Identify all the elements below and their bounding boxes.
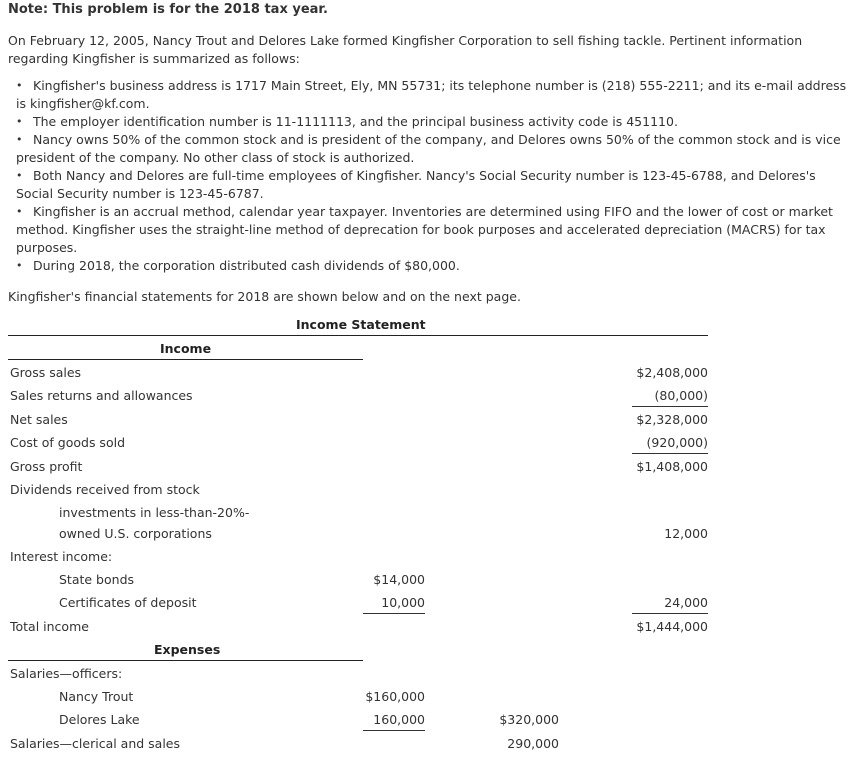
facts-list (8, 77, 853, 275)
fact-item: • The employer identification number is 11-1111113, and the principal business activity code is 451110. (8, 113, 853, 131)
returns-amount: (80,000) (654, 388, 708, 403)
row-label-dividends: Dividends received from stock (10, 482, 200, 497)
row-label-gross-profit: Gross profit (10, 459, 83, 474)
state-bonds-amount: $14,000 (373, 572, 425, 587)
fact-item: • Nancy owns 50% of the common stock and is president of the company, and Delores owns 50% of the common stock and is vice president of the company. No other class of stock is authorized. (8, 131, 853, 167)
gross-sales-amount: $2,408,000 (636, 365, 708, 380)
note-heading: Note: This problem is for the 2018 tax year. (8, 2, 328, 17)
row-label-dividends-cont: investments in less-than-20%- (59, 505, 250, 520)
row-label-cds: Certificates of deposit (59, 595, 197, 610)
officers-salary-total: $320,000 (499, 712, 559, 727)
delores-underline (363, 730, 425, 731)
fact-item: • During 2018, the corporation distributed cash dividends of $80,000. (8, 257, 853, 275)
expenses-header: Expenses (154, 642, 221, 657)
row-label-net-sales: Net sales (10, 412, 68, 427)
title-rule (8, 335, 708, 336)
clerical-salary-amount: 290,000 (507, 736, 559, 751)
fact-item: • Both Nancy and Delores are full-time employees of Kingfisher. Nancy's Social Security number is 123-45-6788, and Delores's Social Security number is 123-45-6787. (8, 167, 853, 203)
row-label-salaries-officers: Salaries—officers: (10, 666, 123, 681)
nancy-salary-amount: $160,000 (365, 689, 425, 704)
delores-salary-amount: 160,000 (373, 712, 425, 727)
cds-underline (363, 613, 425, 614)
row-label-state-bonds: State bonds (59, 572, 135, 587)
total-income-amount: $1,444,000 (636, 619, 708, 634)
income-header-rule (8, 359, 363, 360)
statements-intro: Kingfisher's financial statements for 2018 are shown below and on the next page. (8, 289, 521, 304)
cds-amount: 10,000 (381, 595, 425, 610)
row-label-cogs: Cost of goods sold (10, 435, 126, 450)
net-sales-amount: $2,328,000 (636, 412, 708, 427)
intro-paragraph: On February 12, 2005, Nancy Trout and Delores Lake formed Kingfisher Corporation to sell fishing tackle. Pertinent information regarding Kingfisher is summarized as follows: (8, 33, 803, 66)
fact-item: • Kingfisher's business address is 1717 Main Street, Ely, MN 55731; its telephone number is (218) 555-2211; and its e-mail address is kingfisher@kf.com. (8, 77, 853, 113)
row-label-gross-sales: Gross sales (10, 365, 82, 380)
gross-profit-amount: $1,408,000 (636, 459, 708, 474)
row-label-dividends-cont: owned U.S. corporations (59, 526, 212, 541)
interest-total-amount: 24,000 (664, 595, 708, 610)
row-label-returns: Sales returns and allowances (10, 388, 193, 403)
row-label-total-income: Total income (10, 619, 89, 634)
cogs-amount: (920,000) (646, 435, 708, 450)
income-header: Income (160, 341, 212, 356)
row-label-salaries-clerical: Salaries—clerical and sales (10, 736, 181, 751)
returns-underline (632, 406, 708, 407)
fact-item: • Kingfisher is an accrual method, calendar year taxpayer. Inventories are determined using FIFO and the lower of cost or market method. Kingfisher uses the straight-line method of deprecation for book purposes and accelerated depreciation (MACRS) for tax purposes. (8, 203, 853, 257)
dividends-amount: 12,000 (664, 526, 708, 541)
row-label-nancy: Nancy Trout (59, 689, 134, 704)
statement-title: Income Statement (296, 317, 426, 332)
row-label-interest-income: Interest income: (10, 549, 113, 564)
row-label-delores: Delores Lake (59, 712, 140, 727)
expenses-header-rule (8, 660, 363, 661)
cogs-underline (632, 453, 708, 454)
interest-total-underline (632, 613, 708, 614)
